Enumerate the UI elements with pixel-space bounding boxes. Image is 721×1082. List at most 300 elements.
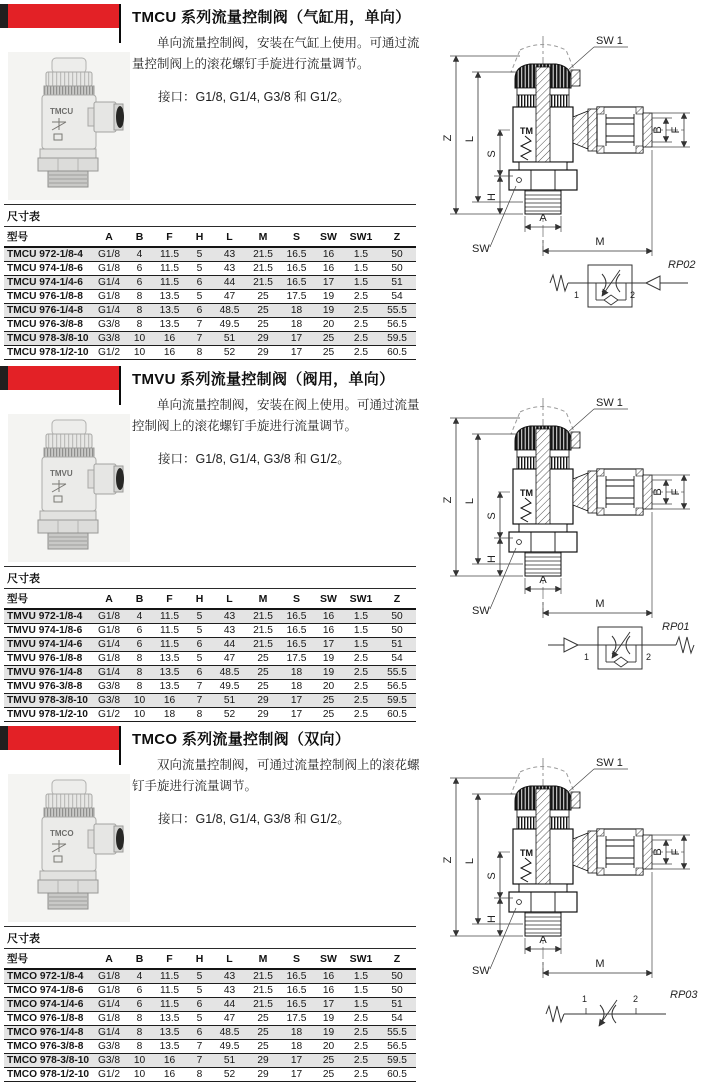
dim-cell: 19 xyxy=(313,1012,344,1026)
dim-cell: 17 xyxy=(313,638,344,652)
dim-label-h: H xyxy=(486,915,498,923)
column-header: S xyxy=(280,589,313,610)
threaded-stud-outline xyxy=(525,912,561,936)
dim-cell: 2.5 xyxy=(344,304,378,318)
hex-nut-outline xyxy=(509,532,577,552)
section-ports-line: 接口：G1/8, G1/4, G3/8 和 G1/2。 xyxy=(158,812,350,826)
sw1-leader-line xyxy=(567,409,594,433)
header-divider-line xyxy=(119,4,121,43)
dim-cell: 19 xyxy=(313,290,344,304)
dim-cell: 5 xyxy=(186,1012,213,1026)
dim-label-sw: SW xyxy=(472,243,490,255)
port-1-label: 1 xyxy=(574,290,580,300)
dim-label-m: M xyxy=(595,958,605,970)
dim-cell: 25 xyxy=(246,318,280,332)
table-row xyxy=(4,969,416,984)
dim-cell: 25 xyxy=(313,346,344,360)
model-cell: TMCO 978-1/2-10 xyxy=(4,1068,92,1082)
dim-label-m: M xyxy=(595,236,605,248)
column-header: 型号 xyxy=(4,949,92,970)
dim-cell: 52 xyxy=(213,346,246,360)
dim-cell: 5 xyxy=(186,984,213,998)
dim-cell: 16 xyxy=(313,262,344,276)
dim-cell: 43 xyxy=(213,984,246,998)
dim-cell: G3/8 xyxy=(92,318,126,332)
dim-cell: 13.5 xyxy=(153,666,186,680)
dim-cell: 52 xyxy=(213,1068,246,1082)
dim-cell: 21.5 xyxy=(246,998,280,1012)
dim-cell: 8 xyxy=(186,346,213,360)
model-cell: TMVU 972-1/8-4 xyxy=(4,609,92,624)
dim-cell: 7 xyxy=(186,680,213,694)
dim-cell: 1.5 xyxy=(344,262,378,276)
dim-cell: 44 xyxy=(213,998,246,1012)
dim-cell: 13.5 xyxy=(153,680,186,694)
dimension-table xyxy=(4,926,416,1082)
dim-cell: G1/8 xyxy=(92,609,126,624)
dim-cell: 50 xyxy=(378,262,416,276)
model-cell: TMCU 976-3/8-8 xyxy=(4,318,92,332)
flow-triangle-icon xyxy=(646,276,660,290)
dim-cell: 5 xyxy=(186,609,213,624)
model-cell: TMCU 978-3/8-10 xyxy=(4,332,92,346)
dim-cell: G1/2 xyxy=(92,708,126,722)
valve-metal-band xyxy=(44,808,94,817)
dim-cell: 8 xyxy=(126,290,153,304)
dim-cell: 25 xyxy=(313,694,344,708)
table-row xyxy=(4,652,416,666)
dim-cell: 6 xyxy=(186,304,213,318)
dim-cell: 16 xyxy=(153,694,186,708)
dim-cell: G1/8 xyxy=(92,624,126,638)
dim-cell: 21.5 xyxy=(246,262,280,276)
dim-cell: G1/8 xyxy=(92,969,126,984)
table-row xyxy=(4,346,416,360)
dim-cell: 10 xyxy=(126,694,153,708)
dim-cell: G1/8 xyxy=(92,247,126,262)
dim-cell: 17 xyxy=(313,276,344,290)
dim-cell: 29 xyxy=(246,708,280,722)
dim-cell: 59.5 xyxy=(378,332,416,346)
header-red-bar xyxy=(8,366,119,390)
model-cell: TMCU 974-1/4-6 xyxy=(4,276,92,290)
pneumatic-symbol-rp01 xyxy=(548,621,694,669)
valve-top-cap xyxy=(52,420,86,435)
dim-cell: 29 xyxy=(246,694,280,708)
dim-cell: 18 xyxy=(280,680,313,694)
cap-ear xyxy=(571,70,580,86)
dim-cell: 7 xyxy=(186,332,213,346)
dim-cell: G1/8 xyxy=(92,290,126,304)
body-mark: TM xyxy=(520,848,533,858)
dim-cell: 51 xyxy=(213,1054,246,1068)
port-2-label: 2 xyxy=(630,290,636,300)
dim-cell: 11.5 xyxy=(153,247,186,262)
dim-cell: 25 xyxy=(313,1054,344,1068)
header-red-bar xyxy=(8,4,119,28)
header-row xyxy=(4,227,416,248)
body-mark: TM xyxy=(520,488,533,498)
dim-cell: 16.5 xyxy=(280,262,313,276)
table-caption: 尺寸表 xyxy=(4,566,416,588)
table-row xyxy=(4,638,416,652)
dim-cell: 8 xyxy=(126,680,153,694)
sw1-leader-line xyxy=(567,769,594,793)
table-row xyxy=(4,609,416,624)
cap-ear xyxy=(571,432,580,448)
dim-cell: 17 xyxy=(313,998,344,1012)
dim-label-f: F xyxy=(670,848,682,856)
dim-label-h: H xyxy=(486,555,498,563)
model-cell: TMCU 974-1/8-6 xyxy=(4,262,92,276)
dim-cell: 6 xyxy=(126,998,153,1012)
table-row xyxy=(4,276,416,290)
dim-cell: 60.5 xyxy=(378,708,416,722)
header-row xyxy=(4,589,416,610)
dim-cell: 56.5 xyxy=(378,318,416,332)
rp-code-label: RP03 xyxy=(670,989,698,1001)
dim-cell: 29 xyxy=(246,1054,280,1068)
dim-cell: 6 xyxy=(126,638,153,652)
dimension-table xyxy=(4,204,416,360)
table-caption: 尺寸表 xyxy=(4,204,416,226)
dim-cell: 11.5 xyxy=(153,624,186,638)
dim-cell: 17.5 xyxy=(280,1012,313,1026)
dim-cell: 50 xyxy=(378,609,416,624)
model-cell: TMVU 976-1/4-8 xyxy=(4,666,92,680)
dim-cell: 6 xyxy=(126,624,153,638)
dim-label-sw1: SW 1 xyxy=(596,757,623,769)
dim-cell: G1/2 xyxy=(92,1068,126,1082)
dim-cell: 8 xyxy=(126,1012,153,1026)
valve-body-label: TMCU xyxy=(50,107,74,116)
dim-cell: 2.5 xyxy=(344,1026,378,1040)
header-red-bar xyxy=(8,726,119,750)
valve-collar xyxy=(40,871,96,880)
column-header: SW xyxy=(313,589,344,610)
table-row xyxy=(4,998,416,1012)
dim-cell: 59.5 xyxy=(378,694,416,708)
model-cell: TMCU 976-1/8-8 xyxy=(4,290,92,304)
table-row xyxy=(4,304,416,318)
dim-cell: 6 xyxy=(126,262,153,276)
hex-nut-outline xyxy=(509,170,577,190)
dim-cell: 2.5 xyxy=(344,680,378,694)
product-photo xyxy=(8,774,130,922)
model-cell: TMCO 972-1/8-4 xyxy=(4,969,92,984)
dim-cell: 60.5 xyxy=(378,346,416,360)
dim-cell: 16 xyxy=(153,1054,186,1068)
dim-cell: 1.5 xyxy=(344,276,378,290)
dim-cell: 21.5 xyxy=(246,276,280,290)
column-header: L xyxy=(213,589,246,610)
dim-cell: 8 xyxy=(126,318,153,332)
dim-cell: 17.5 xyxy=(280,290,313,304)
dim-cell: 43 xyxy=(213,969,246,984)
dim-cell: 17 xyxy=(280,708,313,722)
hex-nut xyxy=(38,158,98,171)
dim-cell: 5 xyxy=(186,652,213,666)
dim-cell: G1/4 xyxy=(92,1026,126,1040)
dim-cell: 50 xyxy=(378,984,416,998)
table-row xyxy=(4,290,416,304)
dim-cell: 13.5 xyxy=(153,304,186,318)
dim-cell: 21.5 xyxy=(246,984,280,998)
dim-cell: 7 xyxy=(186,318,213,332)
dim-cell: 29 xyxy=(246,346,280,360)
dim-cell: 44 xyxy=(213,276,246,290)
dim-cell: 19 xyxy=(313,666,344,680)
dim-cell: 4 xyxy=(126,609,153,624)
catalog-section xyxy=(0,362,721,722)
column-header: H xyxy=(186,589,213,610)
model-cell: TMCO 974-1/8-6 xyxy=(4,984,92,998)
column-header: SW xyxy=(313,949,344,970)
dim-cell: 43 xyxy=(213,609,246,624)
port-1-label: 1 xyxy=(584,652,590,662)
section-ports-line: 接口：G1/8, G1/4, G3/8 和 G1/2。 xyxy=(158,452,350,466)
dim-label-f: F xyxy=(670,488,682,496)
fitting-opening xyxy=(116,106,124,128)
dim-cell: 1.5 xyxy=(344,969,378,984)
section-title: TMCU 系列流量控制阀（气缸用，单向） xyxy=(132,9,411,26)
valve-top-cap xyxy=(52,780,86,795)
model-cell: TMVU 974-1/4-6 xyxy=(4,638,92,652)
dim-cell: 20 xyxy=(313,1040,344,1054)
dim-cell: 4 xyxy=(126,969,153,984)
dimensions xyxy=(4,588,416,722)
dim-cell: 16.5 xyxy=(280,969,313,984)
dim-cell: 11.5 xyxy=(153,969,186,984)
dim-cell: 25 xyxy=(313,332,344,346)
dim-cell: 6 xyxy=(126,984,153,998)
dim-cell: G3/8 xyxy=(92,1054,126,1068)
section-web xyxy=(536,67,550,170)
valve-metal-band xyxy=(44,86,94,95)
column-header: 型号 xyxy=(4,227,92,248)
dim-cell: 16.5 xyxy=(280,638,313,652)
dim-cell: 16 xyxy=(153,346,186,360)
dim-cell: 2.5 xyxy=(344,1068,378,1082)
dim-label-a: A xyxy=(539,574,547,586)
dim-cell: 51 xyxy=(378,998,416,1012)
cap-ear xyxy=(571,792,580,808)
valve-body-label: TMCO xyxy=(50,829,74,838)
header-black-square xyxy=(0,366,8,390)
dim-cell: 5 xyxy=(186,624,213,638)
check-valve-icon xyxy=(614,657,628,667)
valve-knurled-knob xyxy=(46,434,92,448)
dim-cell: 16 xyxy=(313,624,344,638)
dim-cell: 47 xyxy=(213,652,246,666)
dim-cell: G3/8 xyxy=(92,694,126,708)
model-cell: TMVU 976-3/8-8 xyxy=(4,680,92,694)
hex-nut xyxy=(38,520,98,533)
column-header: L xyxy=(213,227,246,248)
dim-label-sw: SW xyxy=(472,965,490,977)
section-ports-line: 接口：G1/8, G1/4, G3/8 和 G1/2。 xyxy=(158,90,350,104)
dim-label-s: S xyxy=(486,872,498,880)
dim-cell: 16.5 xyxy=(280,624,313,638)
dim-cell: 5 xyxy=(186,290,213,304)
dim-cell: 54 xyxy=(378,1012,416,1026)
check-valve-icon xyxy=(604,295,618,305)
dim-cell: 16 xyxy=(153,1068,186,1082)
dimension-diagram xyxy=(428,372,718,680)
port-2-label: 2 xyxy=(633,994,639,1004)
dim-cell: 21.5 xyxy=(246,624,280,638)
table-row xyxy=(4,247,416,262)
column-header: M xyxy=(246,589,280,610)
dim-cell: 2.5 xyxy=(344,290,378,304)
dim-cell: 50 xyxy=(378,247,416,262)
model-cell: TMCO 976-1/4-8 xyxy=(4,1026,92,1040)
dim-cell: 6 xyxy=(186,998,213,1012)
table-row xyxy=(4,680,416,694)
fitting-end-cap xyxy=(643,835,652,869)
column-header: Z xyxy=(378,227,416,248)
dim-label-sw1: SW 1 xyxy=(596,35,623,47)
dim-label-z: Z xyxy=(442,856,454,864)
dim-cell: 2.5 xyxy=(344,652,378,666)
dim-cell: 5 xyxy=(186,247,213,262)
dim-cell: 11.5 xyxy=(153,262,186,276)
dim-cell: 1.5 xyxy=(344,624,378,638)
dim-cell: 55.5 xyxy=(378,304,416,318)
dim-cell: G3/8 xyxy=(92,332,126,346)
section-web xyxy=(536,429,550,532)
valve-metal-band xyxy=(44,448,94,457)
column-header: 型号 xyxy=(4,589,92,610)
dim-cell: 13.5 xyxy=(153,1012,186,1026)
dim-cell: 18 xyxy=(280,318,313,332)
dim-cell: 8 xyxy=(126,1040,153,1054)
dim-cell: 2.5 xyxy=(344,708,378,722)
dim-cell: 54 xyxy=(378,290,416,304)
column-header: F xyxy=(153,227,186,248)
model-cell: TMCU 972-1/8-4 xyxy=(4,247,92,262)
dim-cell: 43 xyxy=(213,624,246,638)
dim-cell: G1/4 xyxy=(92,666,126,680)
dim-cell: 19 xyxy=(313,652,344,666)
dimension-diagram xyxy=(428,732,718,1040)
dim-cell: 7 xyxy=(186,1040,213,1054)
hex-nut-outline xyxy=(509,892,577,912)
dim-cell: 59.5 xyxy=(378,1054,416,1068)
dim-cell: G3/8 xyxy=(92,680,126,694)
dim-label-z: Z xyxy=(442,134,454,142)
dim-label-l: L xyxy=(464,135,476,143)
dim-cell: 17 xyxy=(280,694,313,708)
dim-label-l: L xyxy=(464,497,476,505)
column-header: S xyxy=(280,949,313,970)
dim-cell: 2.5 xyxy=(344,1054,378,1068)
dim-cell: 51 xyxy=(213,694,246,708)
table-row xyxy=(4,984,416,998)
model-cell: TMCU 976-1/4-8 xyxy=(4,304,92,318)
table-row xyxy=(4,1040,416,1054)
dim-cell: 18 xyxy=(280,1040,313,1054)
dim-label-a: A xyxy=(539,212,547,224)
rp-code-label: RP02 xyxy=(668,259,696,271)
dim-cell: 25 xyxy=(246,1026,280,1040)
dim-cell: 55.5 xyxy=(378,666,416,680)
table-row xyxy=(4,318,416,332)
dim-cell: 25 xyxy=(246,680,280,694)
column-header: A xyxy=(92,227,126,248)
rp-code-label: RP01 xyxy=(662,621,690,633)
dim-cell: 11.5 xyxy=(153,276,186,290)
dim-cell: G1/4 xyxy=(92,638,126,652)
dim-cell: 2.5 xyxy=(344,318,378,332)
table-row xyxy=(4,1054,416,1068)
dim-cell: 47 xyxy=(213,1012,246,1026)
dim-cell: 13.5 xyxy=(153,1026,186,1040)
dimensions xyxy=(4,948,416,1082)
dimension-table xyxy=(4,566,416,722)
table-row xyxy=(4,1026,416,1040)
dim-cell: 11.5 xyxy=(153,984,186,998)
pneumatic-symbol-rp03 xyxy=(546,989,698,1026)
dim-cell: 17 xyxy=(280,1054,313,1068)
dimensions xyxy=(4,226,416,360)
dim-cell: G1/4 xyxy=(92,304,126,318)
dim-cell: 17.5 xyxy=(280,652,313,666)
model-cell: TMVU 978-3/8-10 xyxy=(4,694,92,708)
dim-cell: 49.5 xyxy=(213,1040,246,1054)
hex-nut xyxy=(38,880,98,893)
fitting-end-cap xyxy=(643,113,652,147)
dim-cell: 51 xyxy=(378,276,416,290)
dim-label-z: Z xyxy=(442,496,454,504)
dim-label-b: B xyxy=(652,848,664,856)
dim-cell: 16 xyxy=(313,609,344,624)
table-row xyxy=(4,1012,416,1026)
dim-cell: 10 xyxy=(126,1054,153,1068)
dim-cell: 16 xyxy=(153,332,186,346)
dim-cell: 10 xyxy=(126,708,153,722)
dim-cell: 17 xyxy=(280,346,313,360)
column-header: SW xyxy=(313,227,344,248)
dim-cell: 11.5 xyxy=(153,609,186,624)
dim-cell: 43 xyxy=(213,262,246,276)
dim-cell: 18 xyxy=(280,666,313,680)
column-header: Z xyxy=(378,949,416,970)
flow-triangle-icon xyxy=(564,638,578,652)
dim-cell: 21.5 xyxy=(246,638,280,652)
catalog-section xyxy=(0,0,721,362)
model-cell: TMCO 976-3/8-8 xyxy=(4,1040,92,1054)
dim-cell: 55.5 xyxy=(378,1026,416,1040)
dim-cell: 8 xyxy=(186,1068,213,1082)
valve-collar xyxy=(40,149,96,158)
dim-cell: 25 xyxy=(313,1068,344,1082)
dim-cell: 52 xyxy=(213,708,246,722)
fitting-opening xyxy=(116,468,124,490)
dim-cell: 56.5 xyxy=(378,1040,416,1054)
header-black-square xyxy=(0,726,8,750)
table-row xyxy=(4,262,416,276)
push-in-fitting xyxy=(94,464,116,494)
dim-cell: 29 xyxy=(246,332,280,346)
dim-label-l: L xyxy=(464,857,476,865)
model-cell: TMCO 974-1/4-6 xyxy=(4,998,92,1012)
dim-cell: 6 xyxy=(186,666,213,680)
model-cell: TMVU 974-1/8-6 xyxy=(4,624,92,638)
dim-label-s: S xyxy=(486,150,498,158)
table-row xyxy=(4,332,416,346)
dim-cell: 21.5 xyxy=(246,609,280,624)
